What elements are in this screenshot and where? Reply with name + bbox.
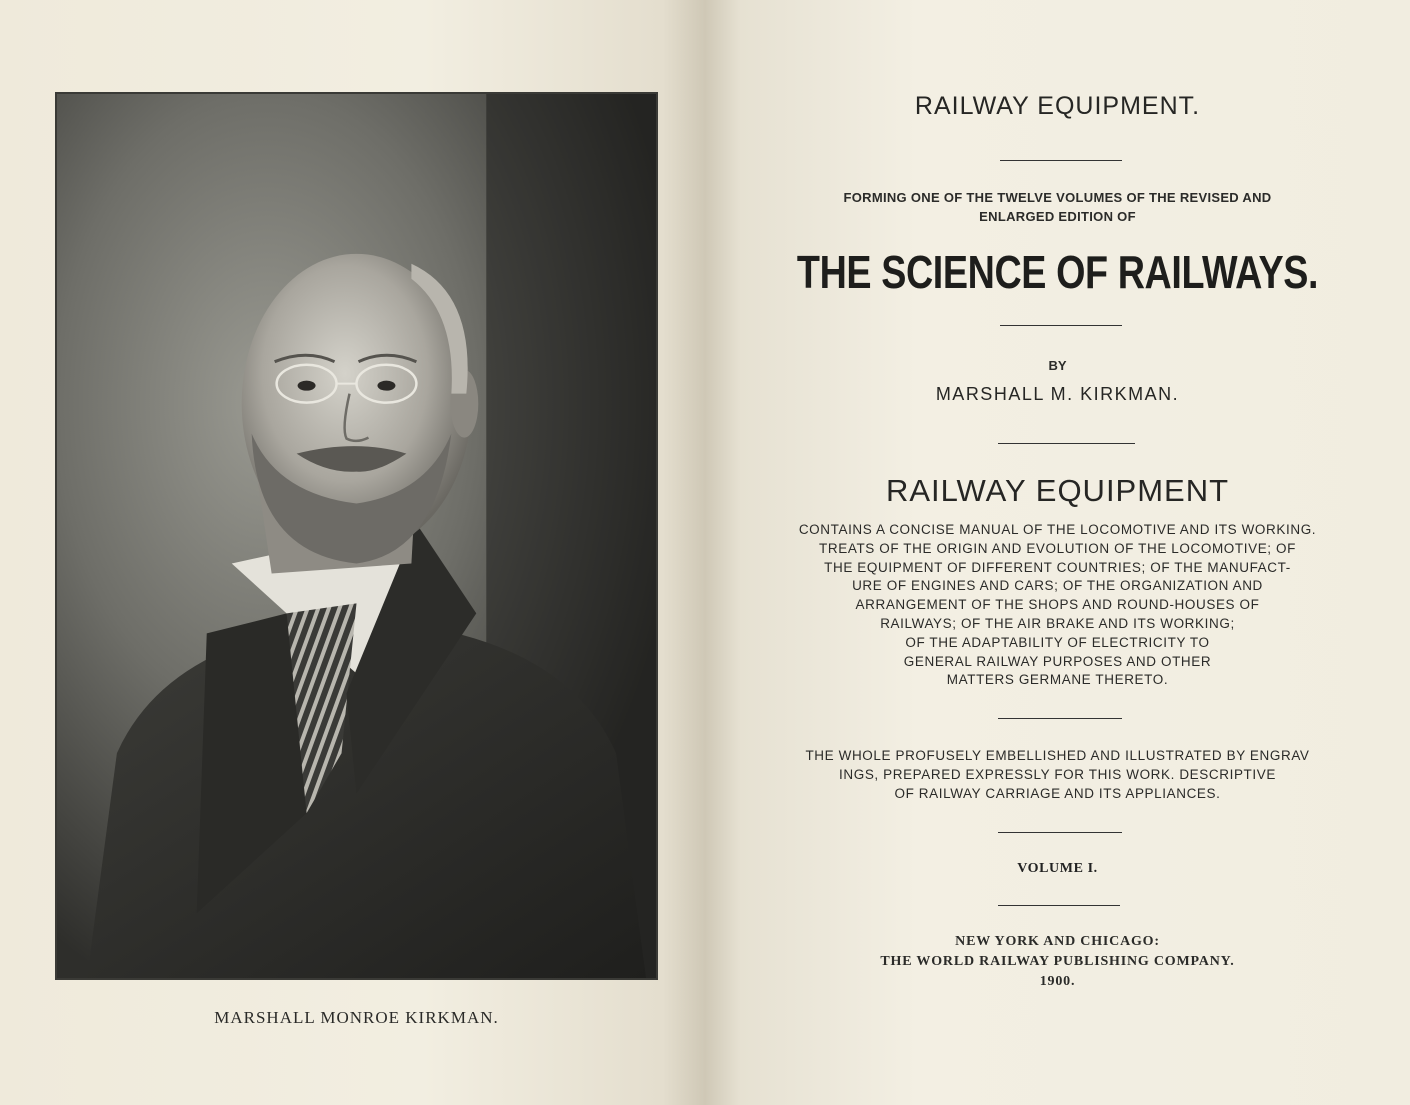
subtitle: RAILWAY EQUIPMENT (885, 473, 1230, 508)
forming-text (705, 188, 1410, 226)
description-block (705, 521, 1410, 690)
portrait-caption: MARSHALL MONROE KIRKMAN. (214, 1008, 499, 1027)
publication-year: 1900. (1039, 974, 1076, 989)
divider-rule (1000, 325, 1122, 326)
text-line: CONTAINS A CONCISE MANUAL OF THE LOCOMOTIVE AND ITS WORKING. (798, 522, 1317, 537)
top-title: RAILWAY EQUIPMENT. (914, 92, 1201, 120)
portrait-photo (55, 92, 658, 980)
illustration-note (705, 747, 1410, 803)
text-line: URE OF ENGINES AND CARS; OF THE ORGANIZATION AND (852, 578, 1263, 594)
publisher-name: THE WORLD RAILWAY PUBLISHING COMPANY. (880, 954, 1235, 969)
divider-rule (998, 443, 1135, 444)
divider-rule (998, 832, 1122, 833)
by-label: BY (1048, 358, 1067, 373)
volume-label: VOLUME I. (1017, 861, 1098, 876)
text-line: TREATS OF THE ORIGIN AND EVOLUTION OF THE LOCOMOTIVE; OF (819, 540, 1296, 556)
text-line: GENERAL RAILWAY PURPOSES AND OTHER (903, 653, 1212, 669)
publisher-city: NEW YORK AND CHICAGO: (955, 934, 1160, 949)
text-line: THE WHOLE PROFUSELY EMBELLISHED AND ILLUSTRATED BY ENGRAV (805, 748, 1310, 763)
text-line: INGS, PREPARED EXPRESSLY FOR THIS WORK. DESCRIPTIVE (839, 766, 1276, 782)
text-line: ARRANGEMENT OF THE SHOPS AND ROUND-HOUSES OF (855, 597, 1260, 613)
title-page (705, 0, 1410, 1105)
text-line: MATTERS GERMANE THERETO. (946, 672, 1169, 688)
text-line: FORMING ONE OF THE TWELVE VOLUMES OF THE REVISED AND (843, 190, 1272, 205)
divider-rule (998, 718, 1122, 719)
text-line: RAILWAYS; OF THE AIR BRAKE AND ITS WORKING; (880, 615, 1235, 631)
text-line: OF RAILWAY CARRIAGE AND ITS APPLIANCES. (894, 785, 1221, 801)
text-line: THE EQUIPMENT OF DIFFERENT COUNTRIES; OF THE MANUFACT- (824, 559, 1291, 575)
main-title: THE SCIENCE OF RAILWAYS. (796, 246, 1319, 298)
portrait-image (57, 94, 656, 978)
publisher-block (705, 932, 1410, 992)
divider-rule (1000, 160, 1122, 161)
text-line: OF THE ADAPTABILITY OF ELECTRICITY TO (905, 634, 1210, 650)
divider-rule (998, 905, 1120, 906)
author-name: MARSHALL M. KIRKMAN. (935, 384, 1180, 404)
text-line: ENLARGED EDITION OF (979, 209, 1136, 224)
